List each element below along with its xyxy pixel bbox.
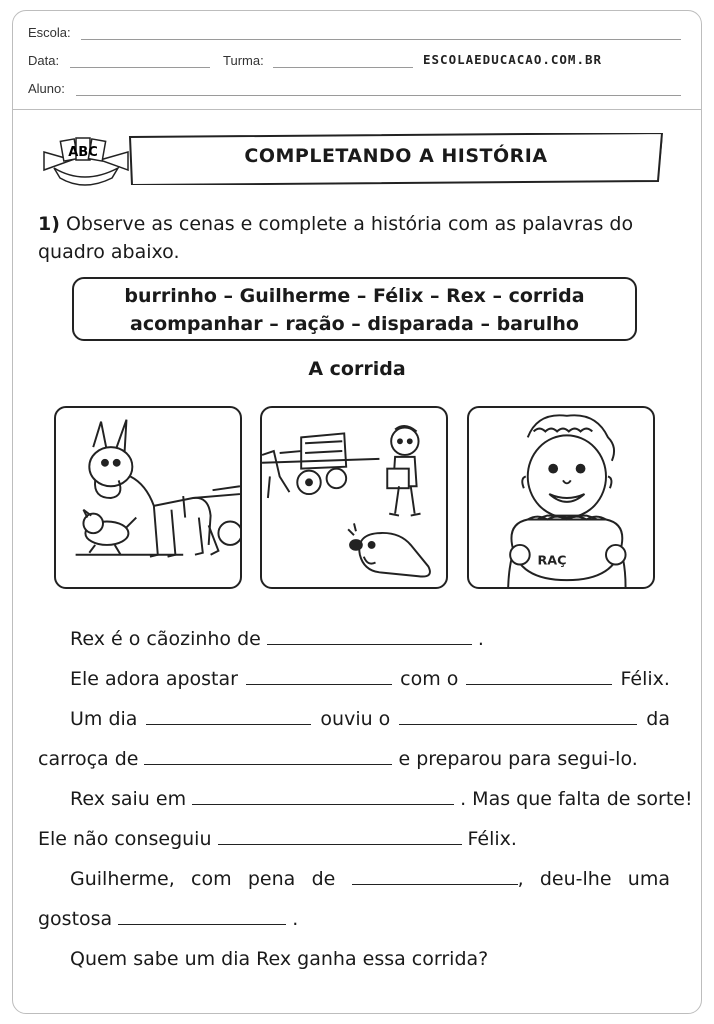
story-line-7-w3: pena <box>247 868 296 890</box>
scene-donkey-dog <box>54 406 242 589</box>
story-line-7-w2: com <box>191 868 232 890</box>
story-line-8 <box>38 906 670 932</box>
activity-title: COMPLETANDO A HISTÓRIA <box>244 145 548 167</box>
site-url: ESCOLAEDUCACAO.COM.BR <box>423 52 603 67</box>
food-bag-label: RAÇ <box>537 552 567 568</box>
scene-cart-boy-dog <box>260 406 448 589</box>
word-bank-line-1: burrinho – Guilherme – Félix – Rex – corrida <box>124 285 585 307</box>
story-line-7-w1: Guilherme, <box>70 868 175 890</box>
story-line-9 <box>38 946 670 972</box>
word-bank <box>72 277 637 341</box>
story-line-7 <box>38 866 670 892</box>
story-line-5-end: . Mas que falta de sorte! <box>460 788 693 810</box>
story-line-6-text: Ele não conseguiu <box>38 828 212 850</box>
story-line-7-w5: deu-lhe <box>539 868 612 890</box>
student-label: Aluno: <box>28 81 65 96</box>
question-number: 1) <box>38 213 60 235</box>
blank-2[interactable] <box>246 666 392 685</box>
story-line-1-end: . <box>477 628 484 650</box>
blank-3[interactable] <box>466 666 612 685</box>
cart-boy-dog-illustration <box>262 408 446 587</box>
story-line-6-end: Félix. <box>467 828 517 850</box>
story-line-2-mid: com o <box>400 668 459 690</box>
story-line-5-text: Rex saiu em <box>70 788 187 810</box>
blank-9[interactable] <box>352 866 518 885</box>
story-line-8-text: gostosa <box>38 908 113 930</box>
word-bank-line-2: acompanhar – ração – disparada – barulho <box>130 313 579 335</box>
class-label: Turma: <box>223 53 264 68</box>
school-label: Escola: <box>28 25 71 40</box>
story-line-7-w6: uma <box>627 868 670 890</box>
story-line-6 <box>38 826 670 852</box>
header-divider <box>13 109 701 110</box>
story-line-2-text: Ele adora apostar <box>70 668 238 690</box>
story-line-3-mid: ouviu o <box>320 708 391 730</box>
story-line-3-end: da <box>646 708 670 730</box>
logo-text: ABC <box>68 145 98 160</box>
date-field[interactable] <box>70 67 210 68</box>
story-line-3 <box>38 706 670 732</box>
school-field[interactable] <box>81 39 681 40</box>
story-line-7-w4: de <box>311 868 336 890</box>
question-1 <box>38 210 678 266</box>
story-line-7-comma: , <box>517 868 524 890</box>
story-line-5 <box>38 786 693 812</box>
story-line-4-end: e preparou para segui-lo. <box>398 748 638 770</box>
story-line-1 <box>38 626 670 652</box>
scene-boy-food-bag <box>467 406 655 589</box>
story-line-2 <box>38 666 670 692</box>
blank-5[interactable] <box>399 706 637 725</box>
story-line-1-text: Rex é o cãozinho de <box>70 628 261 650</box>
story-line-9-text: Quem sabe um dia Rex ganha essa corrida? <box>70 948 489 970</box>
blank-8[interactable] <box>218 826 462 845</box>
donkey-dog-illustration <box>56 408 240 587</box>
blank-4[interactable] <box>146 706 311 725</box>
date-label: Data: <box>28 53 60 68</box>
story-line-2-end: Félix. <box>620 668 670 690</box>
story-title: A corrida <box>308 358 406 380</box>
story-line-3-text: Um dia <box>70 708 138 730</box>
blank-10[interactable] <box>118 906 286 925</box>
student-field[interactable] <box>76 95 681 96</box>
question-text: Observe as cenas e complete a história com as palavras do quadro abaixo. <box>38 213 634 263</box>
story-line-8-end: . <box>292 908 299 930</box>
story-line-4-text: carroça de <box>38 748 139 770</box>
blank-7[interactable] <box>192 786 454 805</box>
story-line-4 <box>38 746 670 772</box>
blank-1[interactable] <box>267 626 472 645</box>
boy-food-bag-illustration <box>469 408 653 587</box>
blank-6[interactable] <box>144 746 392 765</box>
class-field[interactable] <box>273 67 413 68</box>
abc-logo-icon <box>38 130 130 192</box>
